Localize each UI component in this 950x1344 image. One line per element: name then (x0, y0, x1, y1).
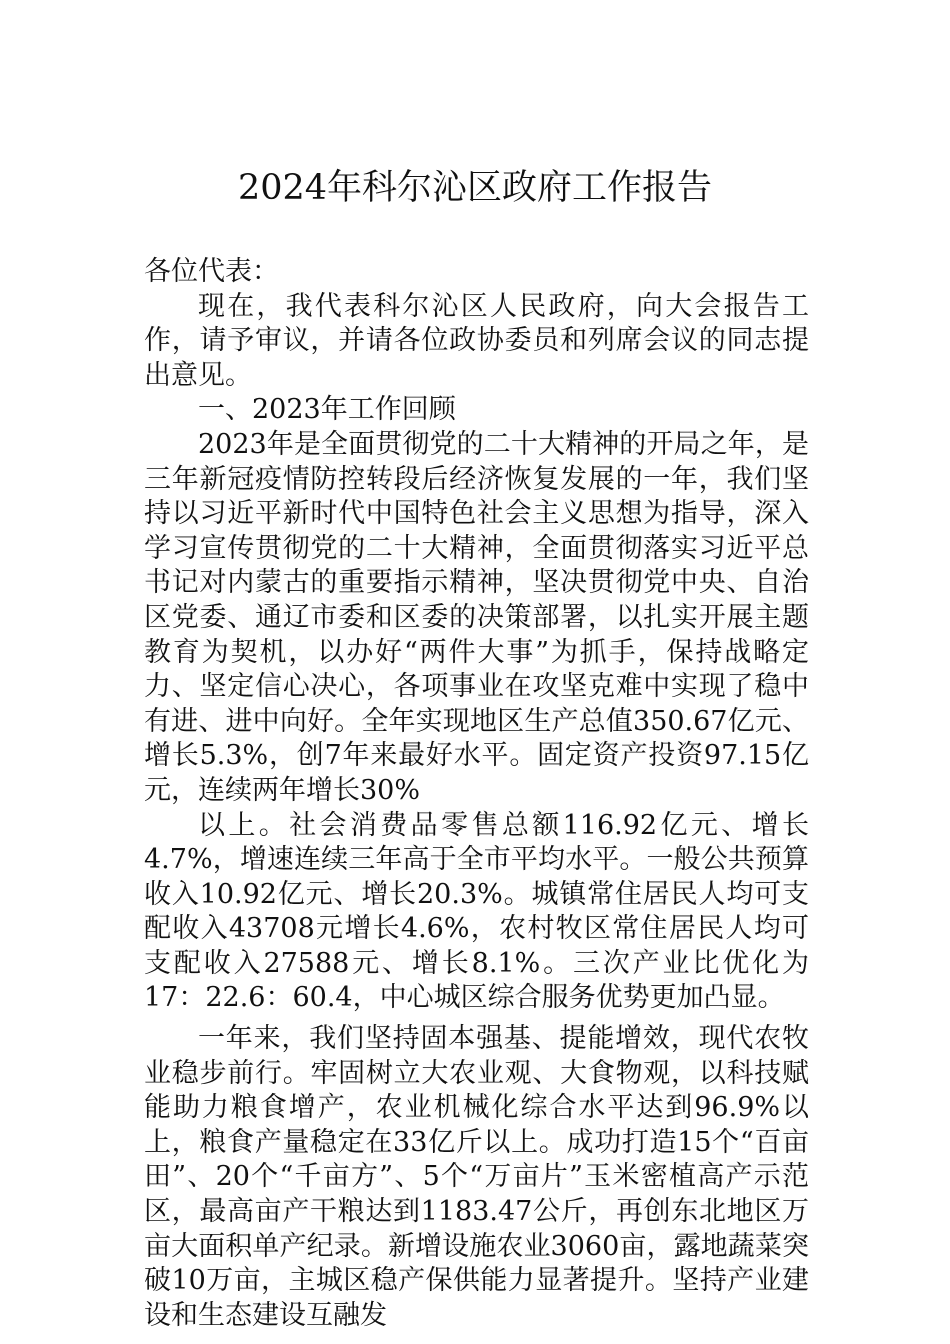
salutation: 各位代表： (144, 256, 279, 287)
document-title: 2024年科尔沁区政府工作报告 (237, 168, 713, 208)
document-body (144, 255, 809, 1333)
review-paragraph: 2023年是全面贯彻党的二十大精神的开局之年，是三年新冠疫情防控转段后经济恢复发展的一年，我们坚持以习近平新时代中国特色社会主义思想为指导，深入学习宣传贯彻党的二十大精神，全面贯彻落实习近平总书记对内蒙古的重要指示精神，坚决贯彻党中央、自治区党委、通辽市委和区委的决策部署，以扎实开展主题教育为契机，以办好“两件大事”为抓手，保持战略定力、坚定信心决心，各项事业在攻坚克难中实现了稳中有进、进中向好。全年实现地区生产总值350.67亿元、增长5.3%，创7年来最好水平。固定资产投资97.15亿元，连续两年增长30% (144, 428, 809, 806)
statistics-paragraph: 以上。社会消费品零售总额116.92亿元、增长4.7%，增速连续三年高于全市平均水平。一般公共预算收入10.92亿元、增长20.3%。城镇常住居民人均可支配收入43708元增长4.6%，农村牧区常住居民人均可支配收入27588元、增长8.1%。三次产业比优化为17：22.6：60.4，中心城区综合服务优势更加凸显。 (144, 809, 809, 1014)
section-heading: 一、2023年工作回顾 (198, 394, 456, 426)
opening-paragraph: 现在，我代表科尔沁区人民政府，向大会报告工作，请予审议，并请各位政协委员和列席会议的同志提出意见。 (144, 290, 809, 391)
agriculture-paragraph: 一年来，我们坚持固本强基、提能增效，现代农牧业稳步前行。牢固树立大农业观、大食物观，以科技赋能助力粮食增产，农业机械化综合水平达到96.9%以上，粮食产量稳定在33亿斤以上。成功打造15个“百亩田”、20个“千亩方”、5个“万亩片”玉米密植高产示范区，最高亩产干粮达到1183.47公斤，再创东北地区万亩大面积单产纪录。新增设施农业3060亩，露地蔬菜突破10万亩，主城区稳产保供能力显著提升。坚持产业建设和生态建设互融发 (144, 1023, 809, 1331)
